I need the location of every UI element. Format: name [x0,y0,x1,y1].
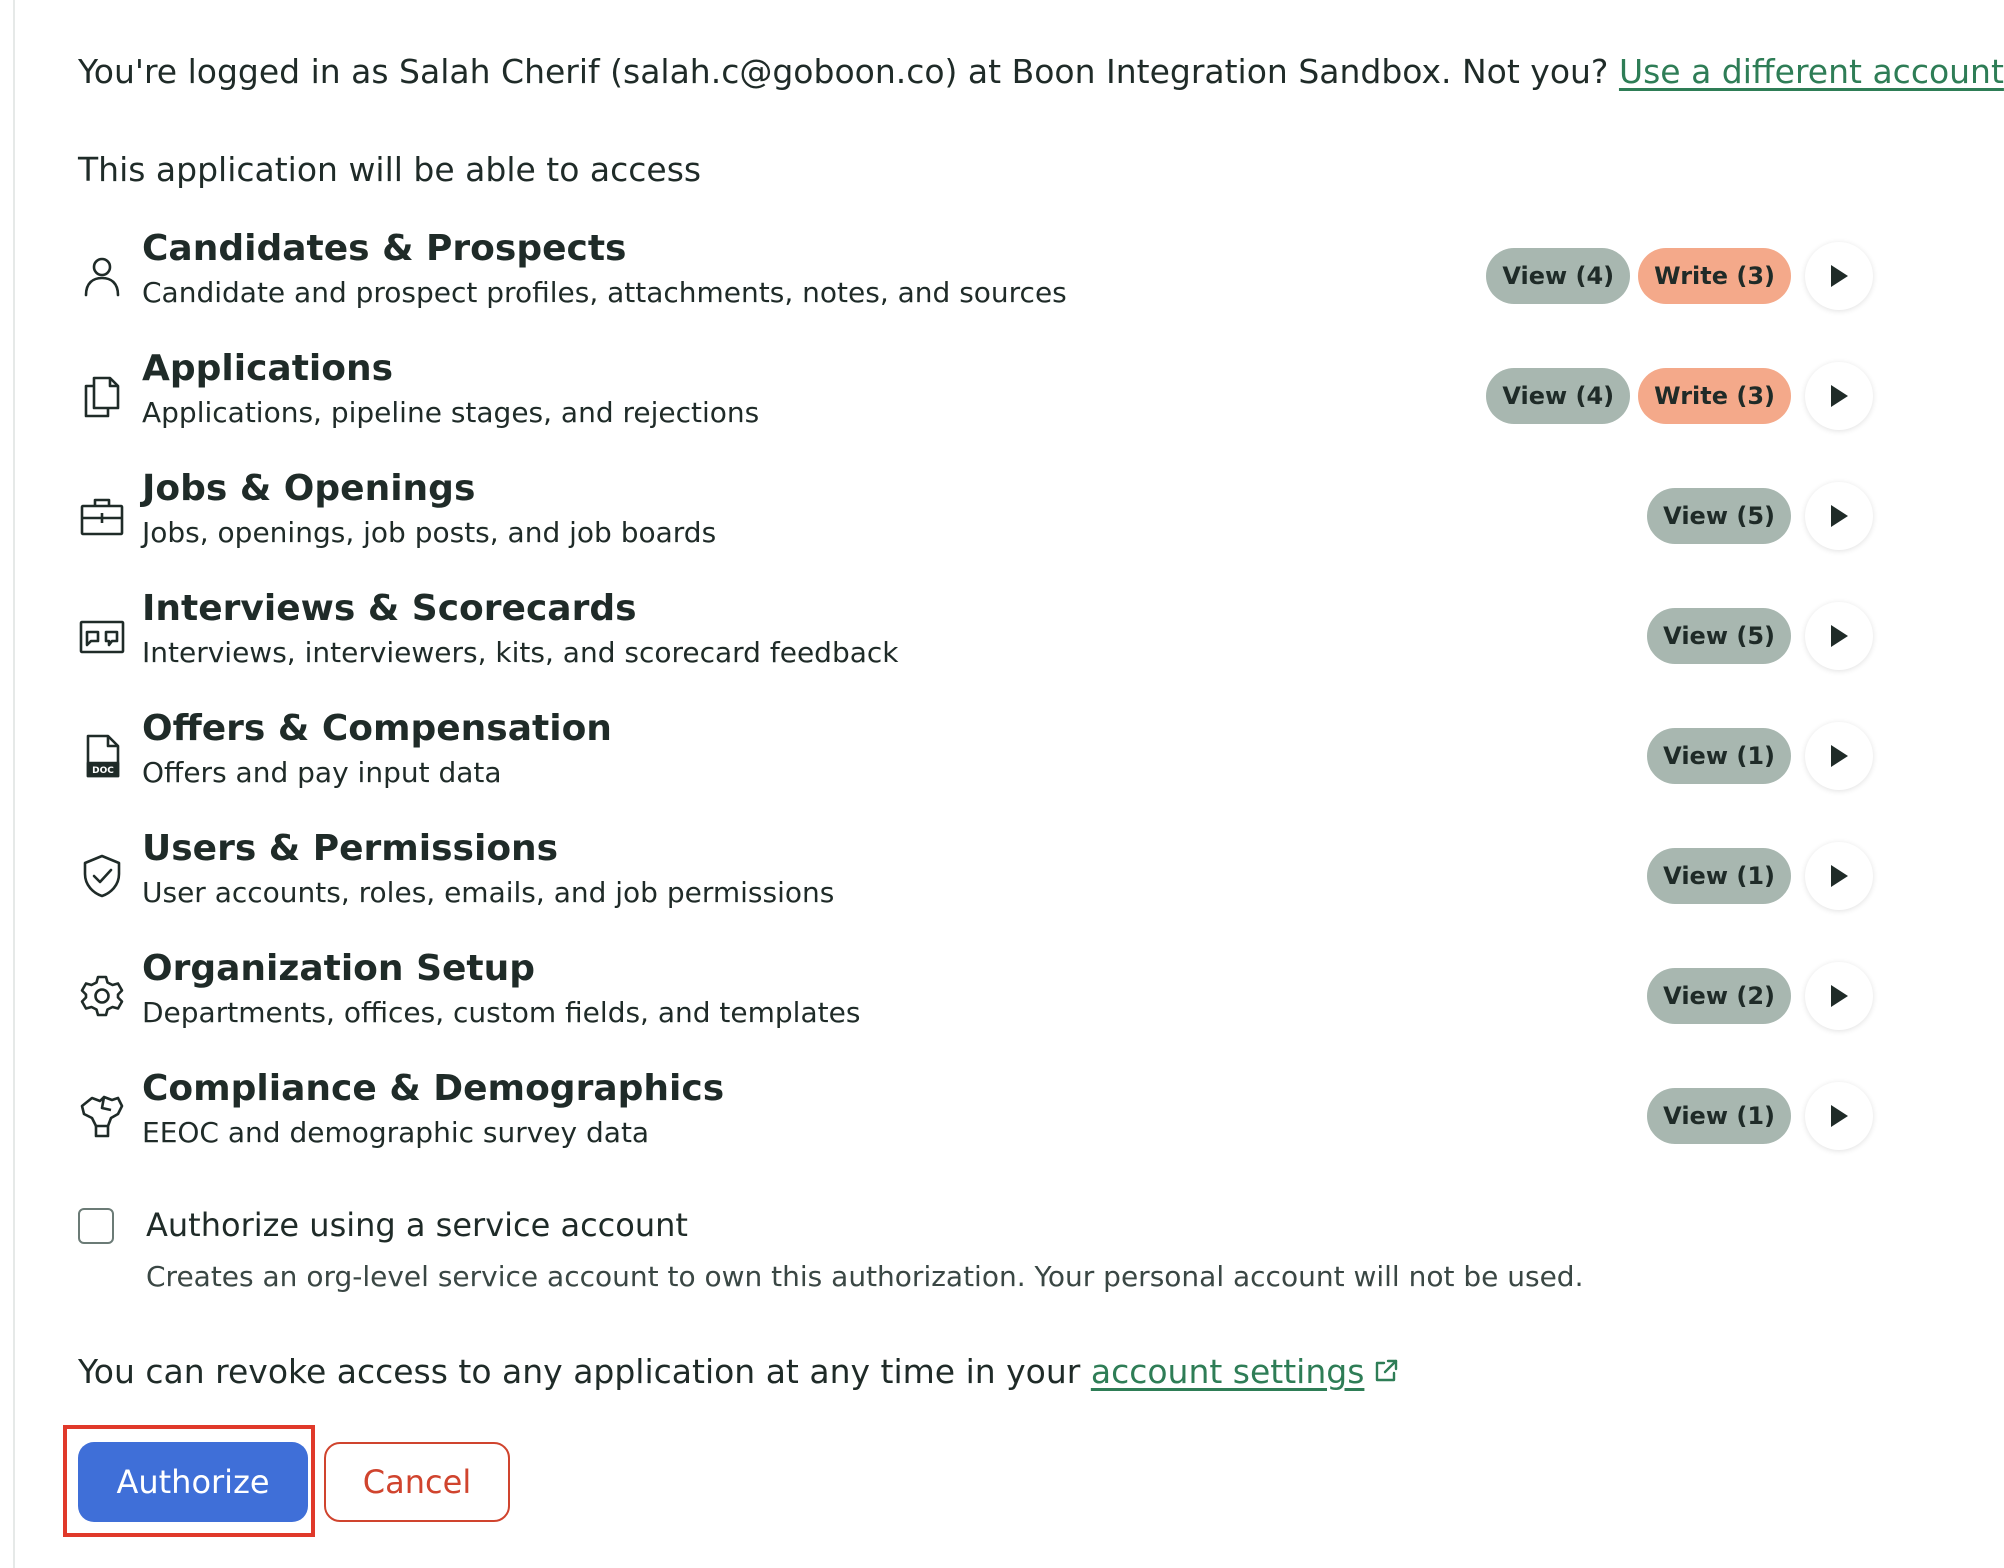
briefcase-icon [78,492,126,540]
scope-row-candidates [78,228,1873,338]
doc-file-icon [78,732,126,780]
scope-title: Organization Setup [142,948,536,989]
write-badge: Write (3) [1638,368,1791,424]
use-different-account-link[interactable]: Use a different account [1618,52,2004,91]
view-badge: View (1) [1647,1088,1791,1144]
write-badge: Write (3) [1638,248,1791,304]
permission-badges [1486,248,1791,304]
view-badge: View (1) [1647,728,1791,784]
external-link-icon[interactable] [1372,1357,1400,1385]
permission-badges [1486,368,1791,424]
play-arrow-icon [1828,1103,1850,1129]
scope-title: Compliance & Demographics [142,1068,725,1109]
user-icon [78,252,126,300]
scope-title: Jobs & Openings [142,468,476,509]
permission-badges [1647,848,1791,904]
service-account-checkbox[interactable] [78,1208,114,1244]
interview-icon [78,612,126,660]
play-arrow-icon [1828,863,1850,889]
scope-row-applications [78,348,1873,458]
login-text: You're logged in as Salah Cherif (salah.c@goboon.co) at Boon Integration Sandbox. Not you? [78,52,1609,91]
scope-title: Interviews & Scorecards [142,588,637,629]
scope-row-users [78,828,1873,938]
permission-badges [1647,488,1791,544]
scope-description: Departments, offices, custom fields, and templates [142,996,861,1029]
play-arrow-icon [1828,503,1850,529]
expand-scope-button[interactable] [1805,962,1873,1030]
expand-scope-button[interactable] [1805,482,1873,550]
play-arrow-icon [1828,623,1850,649]
gear-icon [78,972,126,1020]
scope-title: Applications [142,348,394,389]
scope-row-compliance [78,1068,1873,1178]
permission-badges [1647,1088,1791,1144]
scope-description: Jobs, openings, job posts, and job boards [142,516,717,549]
account-settings-link[interactable]: account settings [1090,1352,1365,1391]
view-badge: View (5) [1647,488,1791,544]
svg-text:DOC: DOC [92,766,114,776]
play-arrow-icon [1828,383,1850,409]
revoke-text: You can revoke access to any application at any time in your [78,1352,1081,1391]
authorize-button[interactable]: Authorize [78,1442,308,1522]
view-badge: View (4) [1486,368,1630,424]
service-account-description: Creates an org-level service account to own this authorization. Your personal account will not be used. [146,1260,1584,1293]
revoke-notice [78,1352,1400,1391]
scope-description: Candidate and prospect profiles, attachments, notes, and sources [142,276,1067,309]
permission-badges [1647,728,1791,784]
access-heading: This application will be able to access [78,150,702,189]
scope-row-organization [78,948,1873,1058]
cancel-button[interactable]: Cancel [324,1442,510,1522]
service-account-label[interactable]: Authorize using a service account [146,1206,688,1244]
scope-row-offers [78,708,1873,818]
scope-description: User accounts, roles, emails, and job permissions [142,876,835,909]
compliance-icon [78,1092,126,1140]
view-badge: View (4) [1486,248,1630,304]
scope-title: Users & Permissions [142,828,559,869]
scope-title: Candidates & Prospects [142,228,627,269]
expand-scope-button[interactable] [1805,362,1873,430]
play-arrow-icon [1828,743,1850,769]
left-border [13,0,15,1568]
login-info [78,52,2004,91]
scope-row-jobs [78,468,1873,578]
scope-description: Offers and pay input data [142,756,502,789]
play-arrow-icon [1828,983,1850,1009]
view-badge: View (1) [1647,848,1791,904]
scope-description: EEOC and demographic survey data [142,1116,650,1149]
expand-scope-button[interactable] [1805,602,1873,670]
documents-icon [78,372,126,420]
expand-scope-button[interactable] [1805,242,1873,310]
scope-description: Interviews, interviewers, kits, and scorecard feedback [142,636,899,669]
expand-scope-button[interactable] [1805,842,1873,910]
permission-badges [1647,968,1791,1024]
expand-scope-button[interactable] [1805,1082,1873,1150]
play-arrow-icon [1828,263,1850,289]
permission-badges [1647,608,1791,664]
view-badge: View (2) [1647,968,1791,1024]
scope-row-interviews [78,588,1873,698]
scope-description: Applications, pipeline stages, and rejections [142,396,760,429]
shield-check-icon [78,852,126,900]
view-badge: View (5) [1647,608,1791,664]
expand-scope-button[interactable] [1805,722,1873,790]
scope-title: Offers & Compensation [142,708,612,749]
